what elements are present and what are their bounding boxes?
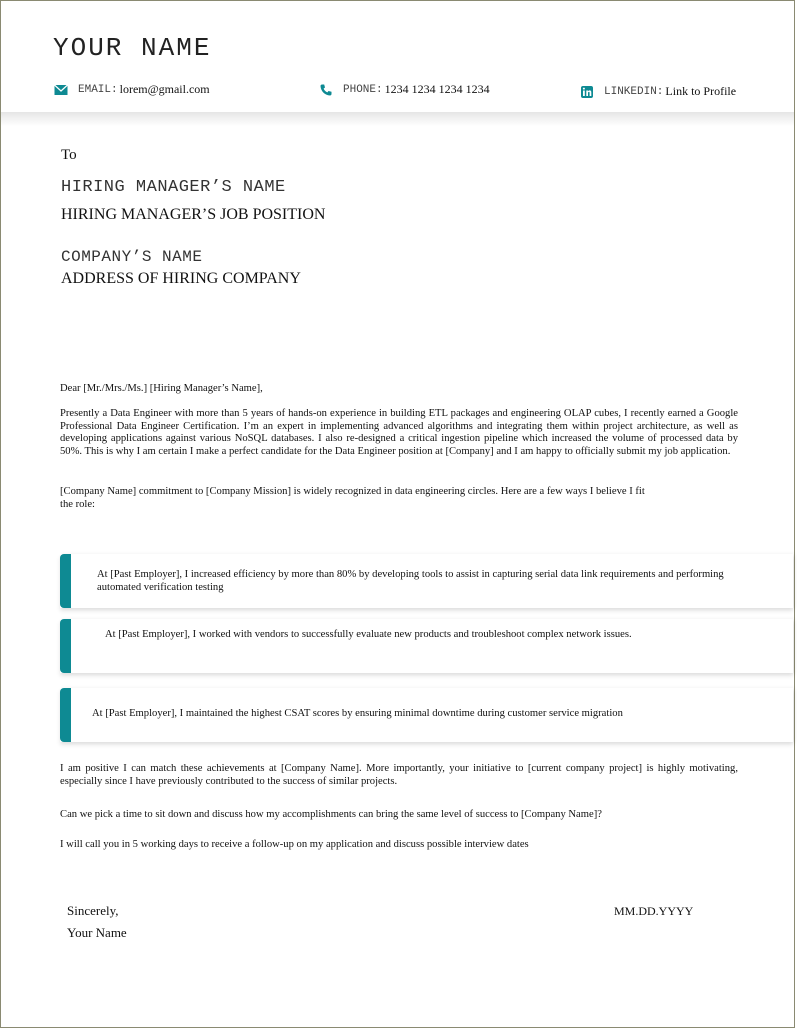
linkedin-label: LINKEDIN: bbox=[604, 85, 664, 98]
achievement-card bbox=[60, 554, 793, 608]
intro-paragraph: Presently a Data Engineer with more than 5 years of hands-on experience in building ETL packages and engineering OLAP cubes, I recently earned a Google Professional Data Engineer Certification. I’m an expert in implementing advanced algorithms and integrating them within project architecture, as well as developing applications against various NoSQL databases. I also re-designed a critical ingestion pipeline which increased the volume of processed data by 50%. This is why I am certain I make a perfect candidate for the Data Engineer position at [Company] and I am happy to officially submit my job application. bbox=[60, 408, 738, 457]
achievement-text: At [Past Employer], I increased efficiency by more than 80% by developing tools to assist in capturing serial data link requirements and performing automated verification testing bbox=[97, 569, 724, 593]
closing-block bbox=[67, 900, 127, 944]
meeting-paragraph: Can we pick a time to sit down and discuss how my accomplishments can bring the same level of success to [Company Name]? bbox=[60, 809, 602, 820]
achievement-card bbox=[60, 619, 793, 673]
match-paragraph: I am positive I can match these achievements at [Company Name]. More importantly, your initiative to [current company project] is highly motivating, especially since I have previously contributed to the success of similar projects. bbox=[60, 763, 738, 787]
achievement-accent-bar bbox=[60, 619, 71, 673]
linkedin-icon bbox=[580, 85, 594, 99]
contact-phone bbox=[319, 82, 490, 97]
fit-paragraph: [Company Name] commitment to [Company Mission] is widely recognized in data engineering circles. Here are a few ways I believe I fit the role: bbox=[60, 486, 645, 510]
applicant-name: YOUR NAME bbox=[53, 33, 212, 63]
signature-name: Your Name bbox=[67, 925, 127, 940]
phone-label: PHONE: bbox=[343, 83, 383, 96]
email-label: EMAIL: bbox=[78, 83, 118, 96]
header-divider-shadow bbox=[1, 112, 794, 126]
achievement-accent-bar bbox=[60, 554, 71, 608]
company-address: ADDRESS OF HIRING COMPANY bbox=[61, 270, 301, 287]
achievement-text: At [Past Employer], I maintained the highest CSAT scores by ensuring minimal downtime during customer service migration bbox=[92, 708, 623, 719]
letter-header bbox=[1, 1, 794, 119]
contact-linkedin bbox=[580, 84, 736, 99]
achievement-text: At [Past Employer], I worked with vendors to successfully evaluate new products and troubleshoot complex network issues. bbox=[105, 629, 632, 640]
follow-up-paragraph: I will call you in 5 working days to receive a follow-up on my application and discuss possible interview dates bbox=[60, 839, 529, 850]
hiring-manager-name: HIRING MANAGER’S NAME bbox=[61, 178, 286, 197]
sign-off: Sincerely, bbox=[67, 903, 119, 918]
company-name: COMPANY’S NAME bbox=[61, 248, 203, 266]
email-value[interactable]: lorem@gmail.com bbox=[119, 82, 210, 96]
linkedin-link[interactable]: Link to Profile bbox=[665, 84, 737, 98]
salutation: Dear [Mr./Mrs./Ms.] [Hiring Manager’s Name], bbox=[60, 383, 263, 394]
hiring-manager-position: HIRING MANAGER’S JOB POSITION bbox=[61, 206, 326, 223]
to-label: To bbox=[61, 147, 77, 163]
envelope-icon bbox=[54, 83, 68, 97]
letter-date: MM.DD.YYYY bbox=[614, 904, 694, 918]
achievement-accent-bar bbox=[60, 688, 71, 742]
contact-email bbox=[54, 82, 210, 97]
phone-value[interactable]: 1234 1234 1234 1234 bbox=[384, 82, 490, 96]
phone-icon bbox=[319, 83, 333, 97]
achievement-card bbox=[60, 688, 793, 742]
